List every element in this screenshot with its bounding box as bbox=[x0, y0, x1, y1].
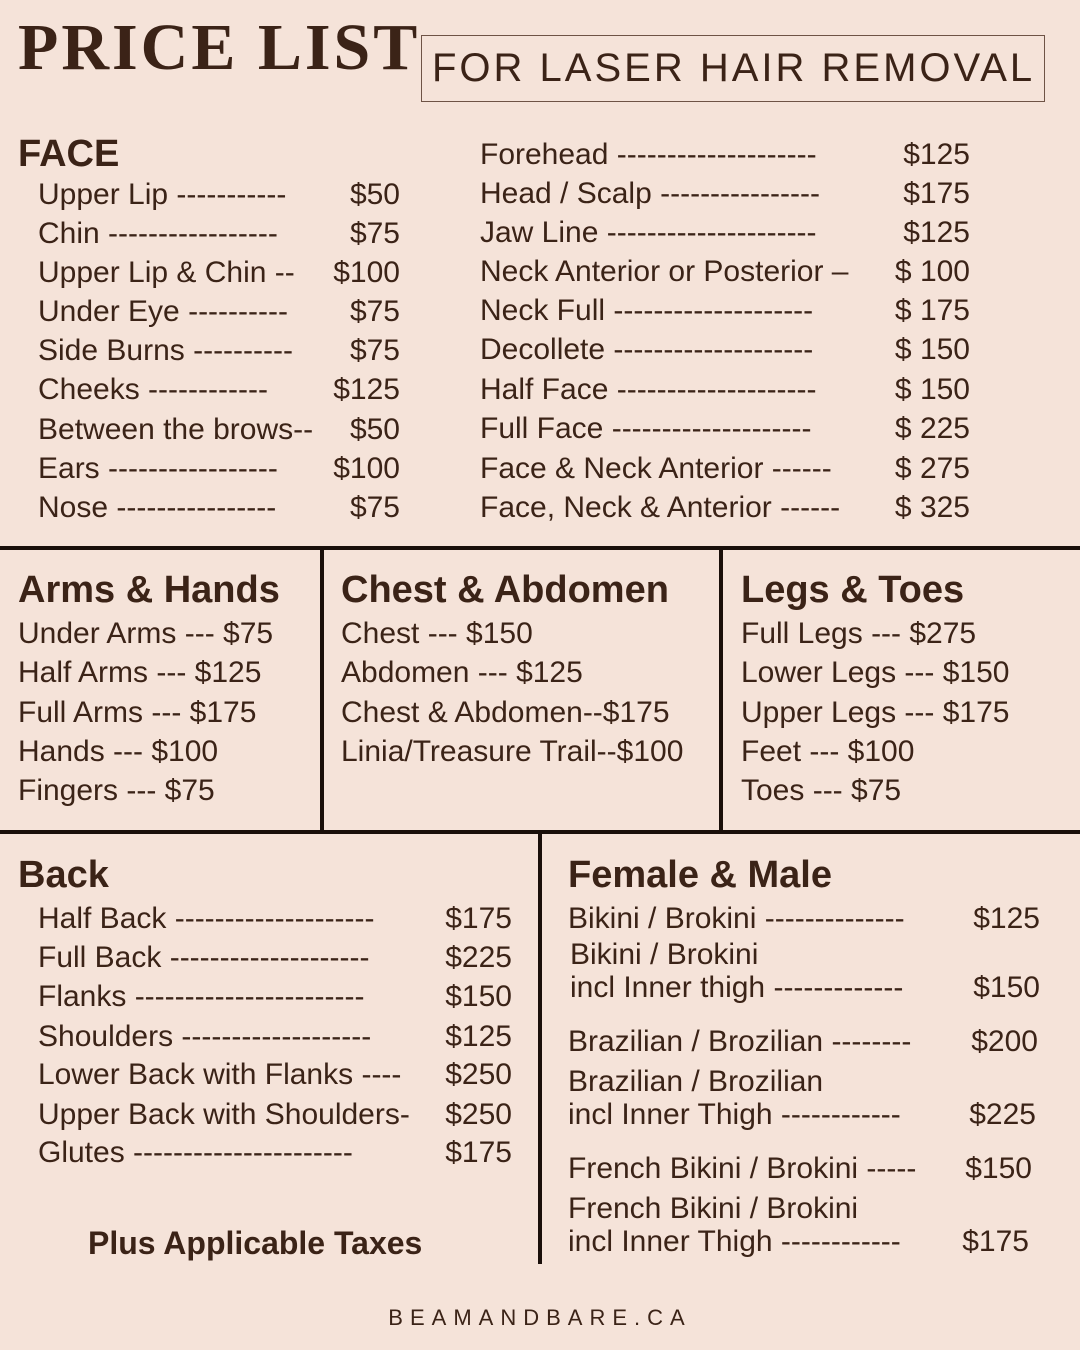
divider-back-female-male bbox=[538, 830, 542, 1264]
fm-item-brazilian-inner-line1: Brazilian / Brozilian bbox=[568, 1065, 824, 1098]
divider-arms-chest bbox=[320, 548, 324, 832]
arms-item: Full Arms --- $175 bbox=[18, 696, 257, 729]
arms-title: Arms & Hands bbox=[18, 569, 280, 611]
female-male-title: Female & Male bbox=[568, 854, 832, 896]
arms-item: Under Arms --- $75 bbox=[18, 617, 274, 650]
fm-item-bikini-inner-line1: Bikini / Brokini bbox=[570, 938, 759, 971]
arms-item: Fingers --- $75 bbox=[18, 774, 215, 807]
chest-title: Chest & Abdomen bbox=[341, 569, 669, 611]
legs-item: Toes --- $75 bbox=[741, 774, 902, 807]
website-link[interactable]: BEAMANDBARE.CA bbox=[388, 1305, 692, 1330]
back-title: Back bbox=[18, 854, 109, 896]
face-title: FACE bbox=[18, 133, 120, 175]
divider-chest-legs bbox=[719, 548, 723, 832]
fm-item-french-bikini-inner-line1: French Bikini / Brokini bbox=[568, 1192, 859, 1225]
subtitle: FOR LASER HAIR REMOVAL bbox=[432, 46, 1036, 90]
chest-item: Chest --- $150 bbox=[341, 617, 533, 650]
chest-item: Linia/Treasure Trail--$100 bbox=[341, 735, 684, 768]
arms-item: Hands --- $100 bbox=[18, 735, 219, 768]
legs-item: Lower Legs --- $150 bbox=[741, 656, 1010, 689]
chest-item: Abdomen --- $125 bbox=[341, 656, 583, 689]
legs-item: Full Legs --- $275 bbox=[741, 617, 977, 650]
legs-item: Feet --- $100 bbox=[741, 735, 915, 768]
legs-item: Upper Legs --- $175 bbox=[741, 696, 1010, 729]
page-title: PRICE LIST bbox=[18, 11, 421, 84]
legs-title: Legs & Toes bbox=[741, 569, 965, 611]
chest-item: Chest & Abdomen--$175 bbox=[341, 696, 670, 729]
taxes-note: Plus Applicable Taxes bbox=[88, 1225, 423, 1261]
arms-item: Half Arms --- $125 bbox=[18, 656, 262, 689]
divider-top bbox=[0, 546, 1080, 550]
subtitle-box bbox=[421, 35, 1045, 102]
